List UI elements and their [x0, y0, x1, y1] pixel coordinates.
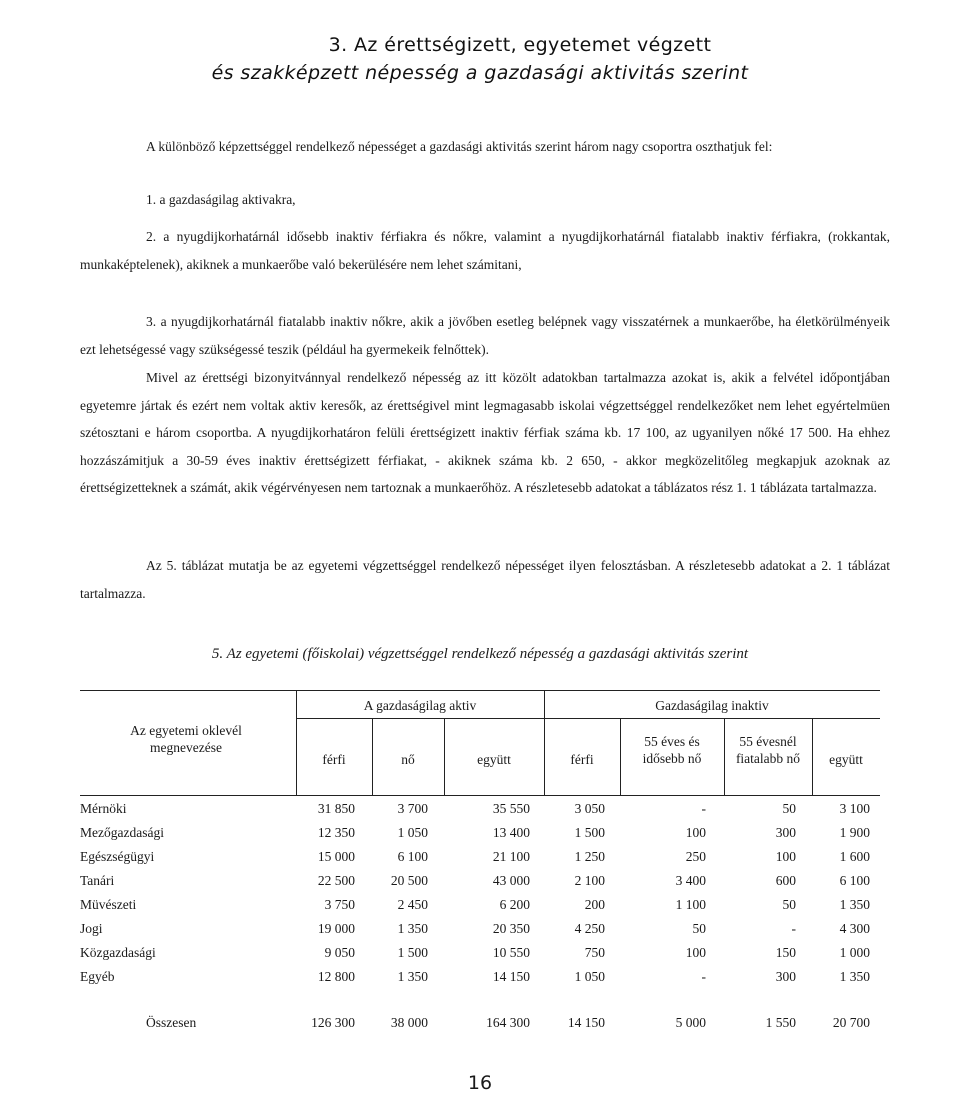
table-cell: 20 700 [832, 1015, 870, 1030]
table-cell: 50 [782, 801, 796, 816]
table-cell: 21 100 [492, 849, 530, 864]
table-cell: 250 [685, 849, 706, 864]
table-cell: 9 050 [324, 945, 355, 960]
table-cell: 100 [775, 849, 796, 864]
table-title: 5. Az egyetemi (főiskolai) végzettséggel rendelkező népesség a gazdasági aktivitás szerint [211, 646, 749, 662]
table-row-label: Mezőgazdasági [80, 825, 164, 840]
list-item-1: 1. a gazdaságilag aktivakra, [146, 192, 296, 207]
table-cell: - [791, 921, 796, 936]
table-cell: - [701, 969, 706, 984]
col-header: együtt [829, 752, 863, 767]
col-header: férfi [322, 752, 346, 767]
table-cell: 5 000 [675, 1015, 706, 1030]
table-cell: 43 000 [492, 873, 530, 888]
table-cell: 3 100 [839, 801, 870, 816]
paragraph-table-ref: Az 5. táblázat mutatja be az egyetemi végzettséggel rendelkező népességet ilyen felosztásban. A részletesebb adatokat a 2. 1 táblázat tartalmazza. [80, 558, 890, 601]
col-header: 55 évesnél fiatalabb nő [735, 734, 801, 766]
table-cell: 6 200 [499, 897, 530, 912]
table-cell: 3 750 [324, 897, 355, 912]
table-row-label: Egyéb [80, 969, 115, 984]
intro-paragraph: A különböző képzettséggel rendelkező népességet a gazdasági aktivitás szerint három nagy csoportra oszthatjuk fel: [146, 139, 773, 154]
table-cell: 3 400 [675, 873, 706, 888]
table-cell: 1 250 [574, 849, 605, 864]
table-cell: 1 000 [839, 945, 870, 960]
section-title: 3. Az érettségizett, egyetemet végzett [328, 34, 712, 56]
table-cell: 4 300 [839, 921, 870, 936]
stub-header: Az egyetemi oklevél megnevezése [130, 723, 242, 755]
table-cell: 300 [775, 825, 796, 840]
table-cell: 14 150 [567, 1015, 605, 1030]
table-cell: 1 350 [839, 969, 870, 984]
col-header: nő [401, 752, 415, 767]
table-cell: 1 900 [839, 825, 870, 840]
section-subtitle: és szakképzett népesség a gazdasági aktivitás szerint [211, 62, 749, 84]
table-cell: 4 250 [574, 921, 605, 936]
table-header-rule [80, 795, 880, 796]
table-cell: 50 [782, 897, 796, 912]
table-row-label: Jogi [80, 921, 103, 936]
table-cell: 38 000 [390, 1015, 428, 1030]
table-cell: 1 350 [397, 969, 428, 984]
paragraph-matura: Mivel az érettségi bizonyitvánnyal rendelkező népesség az itt közölt adatokban tartalmazza azokat is, akik a felvétel időpontjában egyetemre jártak és ezért nem voltak aktiv keresők, az érettségivel mint legmagasabb iskolai végzettséggel rendelkezőket nem lehet egyértelmüen szétosztani e három csoportba. A nyugdijkorhatáron felüli érettségizett inaktiv férfiak száma kb. 17 100, az ugyanilyen nőké 17 500. Ha ehhez hozzászámitjuk a 30-59 éves inaktiv érettségizett férfiakat, - akiknek száma kb. 2 650, - akkor megközelitőleg megkapjuk azoknak az érettségizetteknek a számát, akik végérvényesen nem tartoznak a munkaerőhöz. A részletesebb adatokat a táblázatos rész 1. 1 táblázata tartalmazza. [80, 370, 890, 495]
table-cell: - [701, 801, 706, 816]
table-cell: 3 700 [397, 801, 428, 816]
table-cell: 1 100 [675, 897, 706, 912]
table-row-label: Egészségügyi [80, 849, 155, 864]
table-cell: 19 000 [317, 921, 355, 936]
table-row-label: Közgazdasági [80, 945, 156, 960]
table-cell: 12 800 [317, 969, 355, 984]
table-cell: 1 550 [765, 1015, 796, 1030]
col-header: férfi [570, 752, 594, 767]
table-cell: 12 350 [317, 825, 355, 840]
table-cell: 1 050 [397, 825, 428, 840]
list-item-2: 2. a nyugdijkorhatárnál idősebb inaktiv férfiakra és nőkre, valamint a nyugdijkorhatárnál fiatalabb inaktiv férfiakra, (rokkantak, munkaképtelenek), akiknek a munkaerőbe való bekerülésére nem lehet számitani, [80, 229, 890, 272]
table-cell: 2 100 [574, 873, 605, 888]
table-cell: 2 450 [397, 897, 428, 912]
table-cell: 1 050 [574, 969, 605, 984]
table-cell: 14 150 [492, 969, 530, 984]
table-cell: 1 350 [397, 921, 428, 936]
table-cell: 100 [685, 825, 706, 840]
table-cell: 50 [692, 921, 706, 936]
table-cell: 13 400 [492, 825, 530, 840]
table-cell: 200 [584, 897, 605, 912]
list-item-3: 3. a nyugdijkorhatárnál fiatalabb inaktiv nőkre, akik a jövőben esetleg belépnek vagy visszatérnek a munkaerőbe, ha életkörülményeik ezt lehetségessé vagy szükségessé teszik (például ha gyermekeik felnőttek). [80, 314, 890, 357]
col-divider [724, 718, 725, 795]
table-cell: 1 350 [839, 897, 870, 912]
table-cell: 100 [685, 945, 706, 960]
table-cell: 35 550 [492, 801, 530, 816]
table-cell: 1 600 [839, 849, 870, 864]
col-divider [620, 718, 621, 795]
table-cell: 20 350 [492, 921, 530, 936]
table-cell: 10 550 [492, 945, 530, 960]
table-cell: 22 500 [317, 873, 355, 888]
table-cell: 600 [775, 873, 796, 888]
table-top-rule [80, 690, 880, 691]
group-header-rule [296, 718, 880, 719]
total-row-label: Összesen [146, 1015, 197, 1030]
col-header: együtt [477, 752, 511, 767]
col-header: 55 éves és idősebb nő [642, 734, 702, 766]
group-header-inactive: Gazdaságilag inaktiv [655, 698, 769, 713]
table-cell: 164 300 [486, 1015, 530, 1030]
table-cell: 31 850 [317, 801, 355, 816]
group-header-active: A gazdaságilag aktiv [363, 698, 477, 713]
page-number: 16 [467, 1072, 493, 1094]
table-cell: 150 [775, 945, 796, 960]
table-row-label: Tanári [80, 873, 115, 888]
table-cell: 126 300 [311, 1015, 355, 1030]
table-cell: 300 [775, 969, 796, 984]
table-cell: 1 500 [574, 825, 605, 840]
table-row-label: Müvészeti [80, 897, 137, 912]
table-cell: 15 000 [317, 849, 355, 864]
table-cell: 1 500 [397, 945, 428, 960]
table-cell: 20 500 [390, 873, 428, 888]
table-cell: 3 050 [574, 801, 605, 816]
table-cell: 6 100 [839, 873, 870, 888]
table-row-label: Mérnöki [80, 801, 127, 816]
table-cell: 6 100 [397, 849, 428, 864]
table-cell: 750 [584, 945, 605, 960]
